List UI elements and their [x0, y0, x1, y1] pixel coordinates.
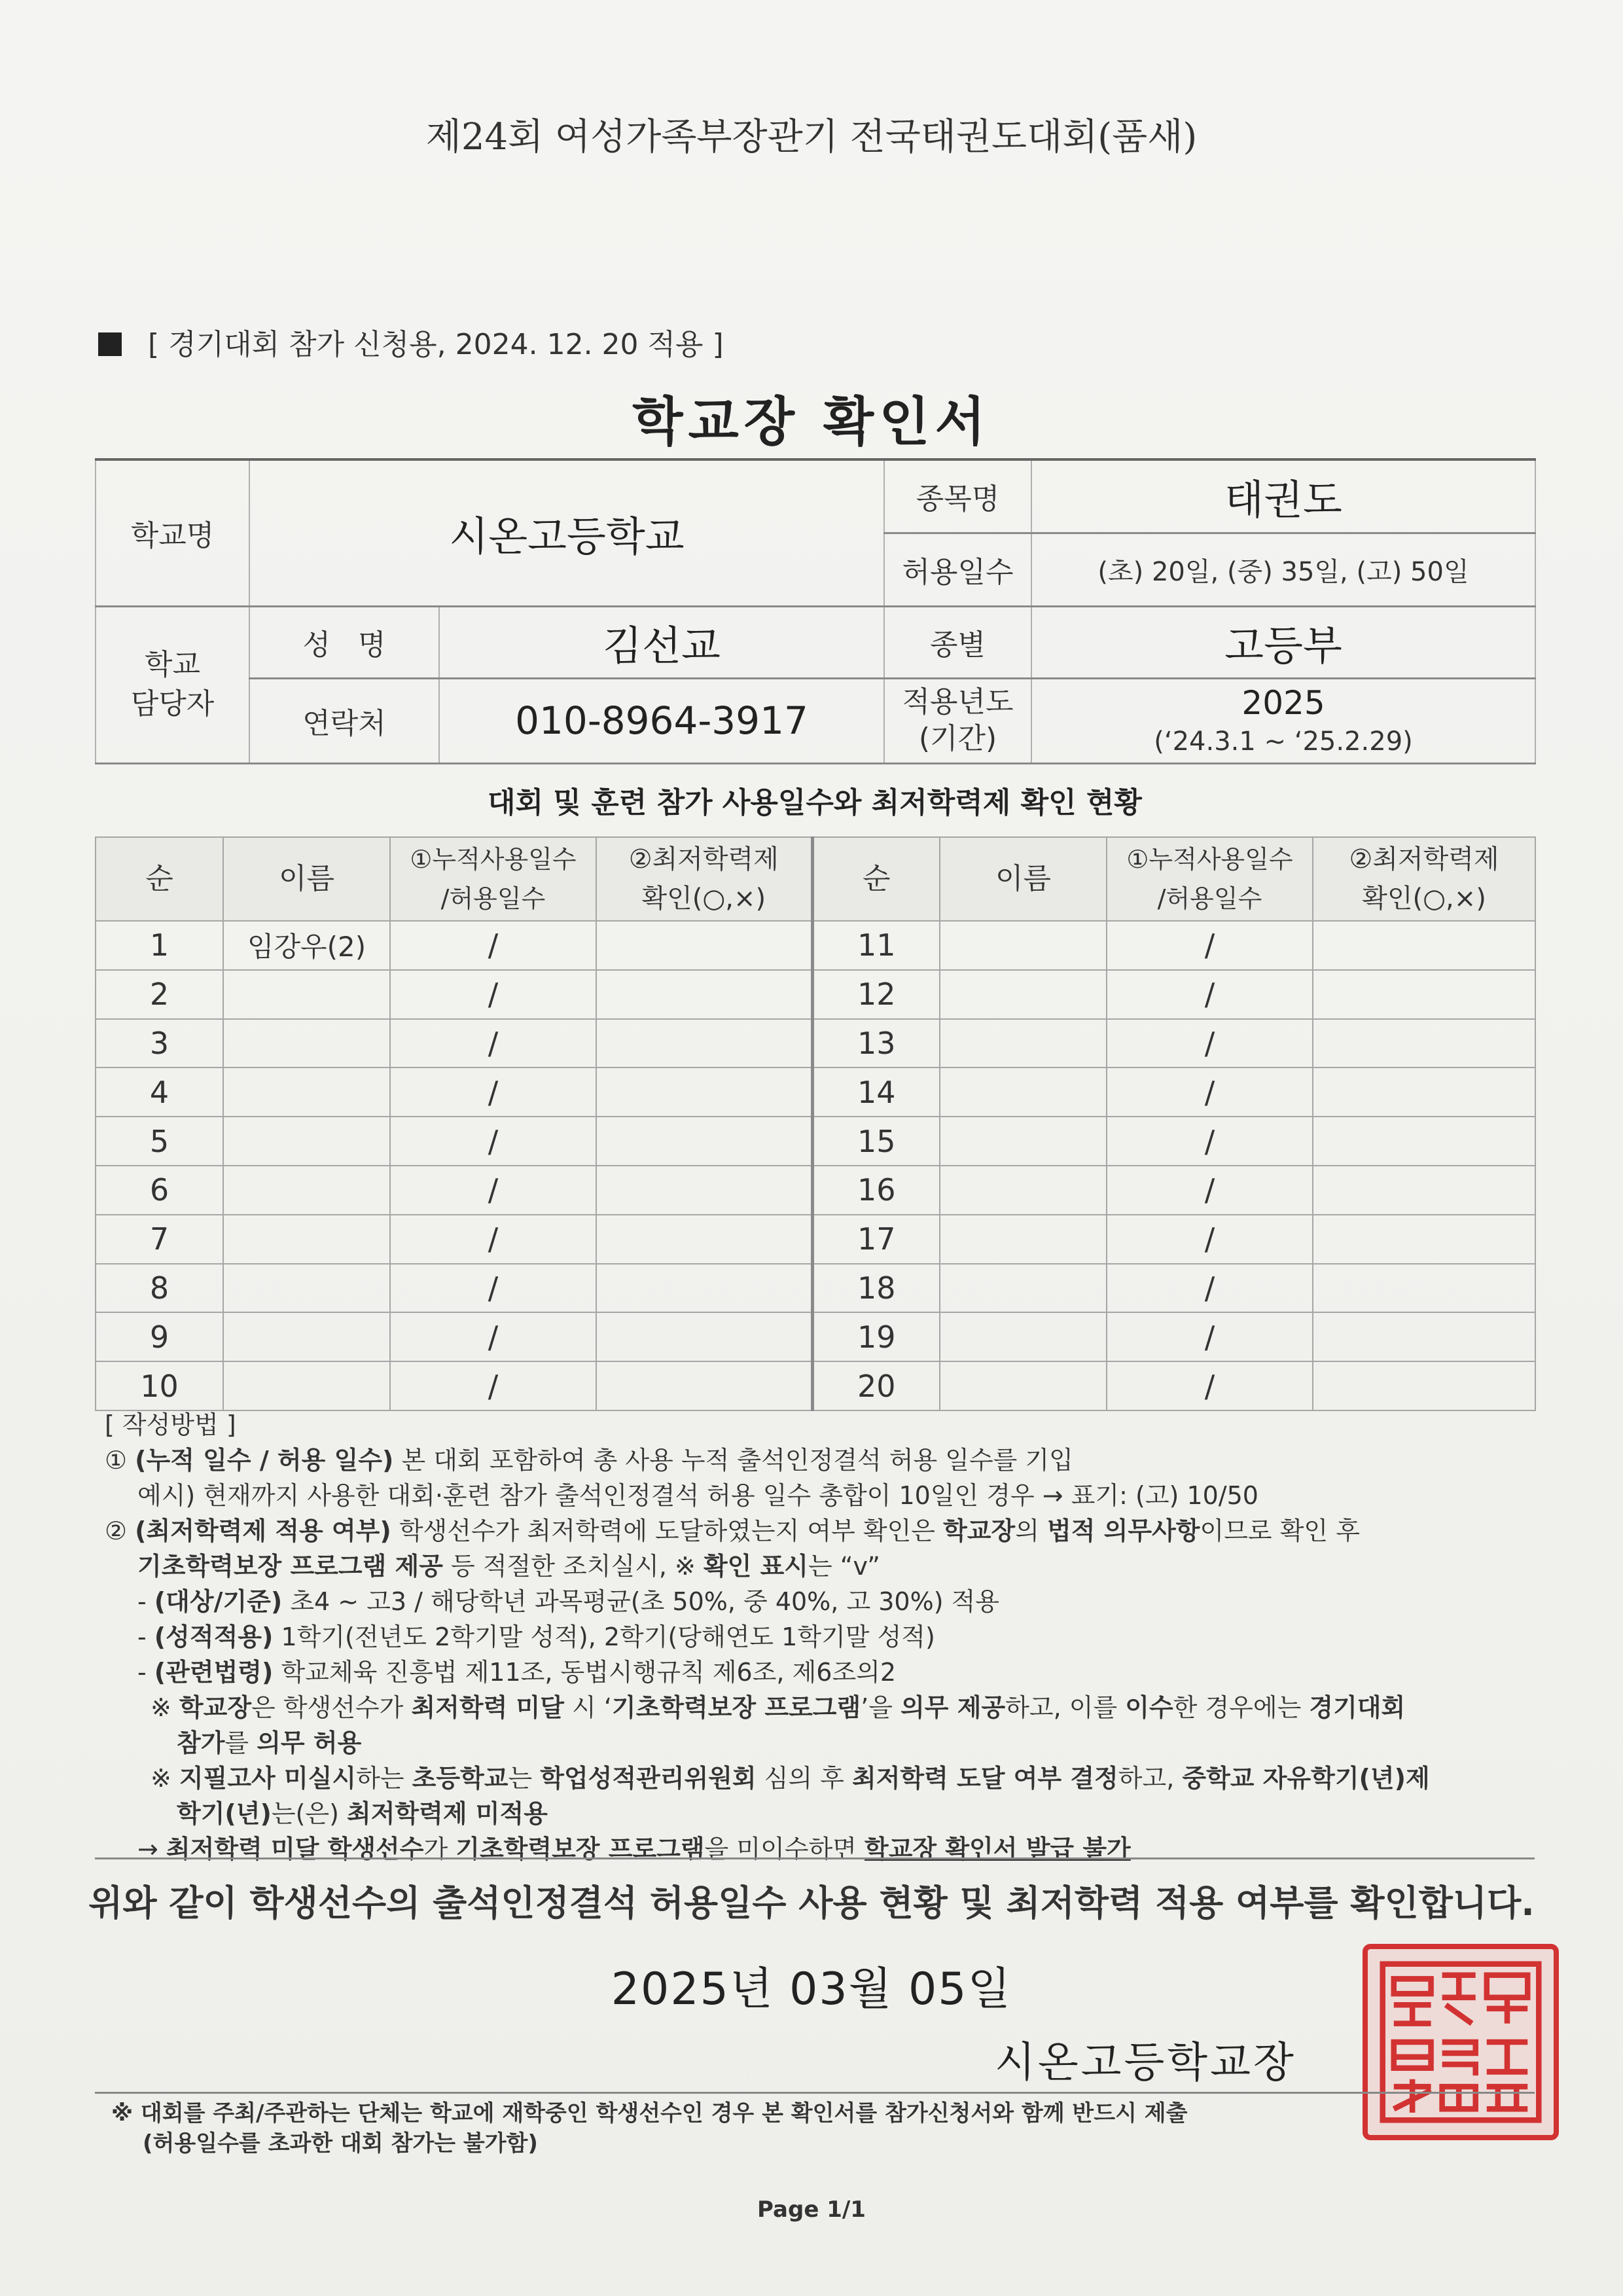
row-name	[940, 1117, 1107, 1166]
status-table-body	[96, 921, 1535, 1410]
row-name	[940, 1264, 1107, 1313]
instruction-line-1: ① (누적 일수 / 허용 일수) 본 대회 포함하여 총 사용 누적 출석인정결석 허용 일수를 기입	[105, 1446, 1073, 1475]
row-days: /	[1107, 1215, 1313, 1264]
page-number: Page 1/1	[757, 2197, 866, 2223]
instruction-line-3: ② (최저학력제 적용 여부) 학생선수가 최저학력에 도달하였는지 여부 확인은 학교장의 법적 의무사항이므로 확인 후	[105, 1516, 1360, 1545]
table-row	[96, 1361, 1535, 1410]
header-no: 순	[96, 837, 223, 921]
row-no: 14	[812, 1067, 940, 1117]
row-days: /	[390, 1264, 596, 1313]
sport-label: 종목명	[884, 459, 1031, 533]
school-info-table	[95, 458, 1536, 764]
allowed-days-label: 허용일수	[884, 533, 1031, 606]
row-check	[596, 1264, 812, 1313]
row-check	[1313, 1067, 1535, 1117]
row-days: /	[390, 970, 596, 1019]
header-no-2: 순	[812, 837, 940, 921]
row-no: 15	[812, 1117, 940, 1166]
instruction-line-8: ※ 학교장은 학생선수가 최저학력 미달 시 ‘기초학력보장 프로그램’을 의무 제공하고, 이를 이수한 경우에는 경기대회	[151, 1693, 1406, 1722]
manager-label: 학교 담당자	[96, 606, 249, 763]
row-days: /	[390, 1361, 596, 1410]
row-days: /	[1107, 1361, 1313, 1410]
row-no: 9	[96, 1312, 223, 1361]
row-name	[223, 1264, 390, 1313]
row-check	[596, 1117, 812, 1166]
row-days: /	[1107, 1312, 1313, 1361]
row-name	[223, 1312, 390, 1361]
period-value: (‘24.3.1 ~ ‘25.2.29)	[1154, 726, 1413, 757]
row-no: 18	[812, 1264, 940, 1313]
school-label: 학교명	[96, 459, 249, 606]
instruction-line-11: 학기(년)는(은) 최저학력제 미적용	[177, 1799, 548, 1828]
row-check	[1313, 1264, 1535, 1313]
instructions-title: [ 작성방법 ]	[105, 1410, 236, 1439]
header-days-2: ①누적사용일수 /허용일수	[1107, 837, 1313, 921]
division-value: 고등부	[1031, 606, 1535, 678]
instruction-line-12: → 최저학력 미달 학생선수가 기초학력보장 프로그램을 미이수하면 학교장 확인서 발급 불가	[137, 1835, 1131, 1863]
row-name	[223, 1019, 390, 1068]
instruction-line-2: 예시) 현재까지 사용한 대회·훈련 참가 출석인정결석 허용 일수 총합이 10일인 경우 → 표기: (고) 10/50	[137, 1481, 1258, 1510]
row-no: 20	[812, 1361, 940, 1410]
row-no: 4	[96, 1067, 223, 1117]
row-days: /	[1107, 1067, 1313, 1117]
row-check	[1313, 1166, 1535, 1215]
division-label: 종별	[884, 606, 1031, 678]
table-row	[96, 1019, 1535, 1068]
name-label: 성 명	[249, 606, 439, 678]
row-no: 16	[812, 1166, 940, 1215]
footnote-line-2: (허용일수를 초과한 대회 참가는 불가함)	[143, 2130, 538, 2157]
row-days: /	[390, 1067, 596, 1117]
status-title: 대회 및 훈련 참가 사용일수와 최저학력제 확인 현황	[488, 786, 1142, 819]
row-no: 10	[96, 1361, 223, 1410]
row-name	[223, 1067, 390, 1117]
table-row	[96, 921, 1535, 970]
row-name	[940, 1361, 1107, 1410]
row-days: /	[390, 1019, 596, 1068]
header-check: ②최저학력제 확인(○,×)	[596, 837, 812, 921]
instruction-line-10: ※ 지필고사 미실시하는 초등학교는 학업성적관리위원회 심의 후 최저학력 도달 여부 결정하고, 중학교 자유학기(년)제	[151, 1764, 1430, 1793]
row-check	[596, 921, 812, 970]
application-note	[98, 321, 724, 363]
contact-label: 연락처	[249, 678, 439, 763]
row-check	[1313, 1215, 1535, 1264]
row-no: 17	[812, 1215, 940, 1264]
year-value: 2025	[1241, 684, 1325, 722]
contact-value: 010-8964-3917	[439, 678, 884, 763]
row-no: 11	[812, 921, 940, 970]
row-check	[596, 1361, 812, 1410]
row-no: 13	[812, 1019, 940, 1068]
confirmation-statement: 위와 같이 학생선수의 출석인정결석 허용일수 사용 현황 및 최저학력 적용 여부를 확인합니다.	[88, 1882, 1535, 1924]
row-no: 5	[96, 1117, 223, 1166]
seal-icon	[1368, 1949, 1554, 2135]
table-row	[96, 1312, 1535, 1361]
row-name	[940, 1166, 1107, 1215]
header-name-2: 이름	[940, 837, 1107, 921]
row-days: /	[390, 1215, 596, 1264]
row-no: 6	[96, 1166, 223, 1215]
principal-signature: 시온고등학교장	[995, 2039, 1296, 2087]
row-name	[940, 970, 1107, 1019]
row-days: /	[1107, 1166, 1313, 1215]
row-name	[223, 970, 390, 1019]
allowed-days-value: (초) 20일, (중) 35일, (고) 50일	[1031, 533, 1535, 606]
row-days: /	[390, 921, 596, 970]
instruction-line-9: 참가를 의무 허용	[177, 1729, 362, 1757]
row-name	[223, 1215, 390, 1264]
instruction-line-7: - (관련법령) 학교체육 진흥법 제11조, 동법시행규칙 제6조, 제6조의2	[137, 1658, 897, 1687]
row-check	[596, 1312, 812, 1361]
row-name	[223, 1361, 390, 1410]
row-check	[596, 970, 812, 1019]
row-check	[1313, 921, 1535, 970]
application-note-text: [ 경기대회 참가 신청용, 2024. 12. 20 적용 ]	[148, 328, 724, 361]
divider-bottom	[95, 2092, 1535, 2094]
row-name	[940, 1215, 1107, 1264]
row-no: 3	[96, 1019, 223, 1068]
table-row	[96, 970, 1535, 1019]
status-table	[95, 836, 1536, 1411]
table-row	[96, 1117, 1535, 1166]
school-value: 시온고등학교	[249, 459, 884, 606]
official-seal-stamp	[1363, 1944, 1559, 2140]
row-name	[223, 1166, 390, 1215]
row-check	[1313, 1361, 1535, 1410]
divider-top	[95, 1857, 1535, 1859]
event-title: 제24회 여성가족부장관기 전국태권도대회(품새)	[425, 116, 1198, 158]
row-no: 2	[96, 970, 223, 1019]
row-check	[1313, 1312, 1535, 1361]
instruction-line-5: - (대상/기준) 초4 ~ 고3 / 해당학년 과목평균(초 50%, 중 40%, 고 30%) 적용	[137, 1587, 1000, 1616]
instructions	[105, 1407, 1531, 1867]
header-check-2: ②최저학력제 확인(○,×)	[1313, 837, 1535, 921]
row-days: /	[1107, 1264, 1313, 1313]
row-no: 8	[96, 1264, 223, 1313]
table-row	[96, 1067, 1535, 1117]
table-row	[96, 1215, 1535, 1264]
document-title: 학교장 확인서	[632, 391, 991, 452]
row-name: 임강우(2)	[223, 921, 390, 970]
row-days: /	[390, 1312, 596, 1361]
row-name	[223, 1117, 390, 1166]
row-name	[940, 1019, 1107, 1068]
row-days: /	[1107, 970, 1313, 1019]
black-square-bullet	[98, 332, 122, 356]
row-days: /	[390, 1166, 596, 1215]
row-check	[1313, 970, 1535, 1019]
year-label: 적용년도 (기간)	[884, 678, 1031, 763]
row-no: 7	[96, 1215, 223, 1264]
header-name: 이름	[223, 837, 390, 921]
row-name	[940, 1067, 1107, 1117]
issue-date: 2025년 03월 05일	[611, 1964, 1012, 2015]
footnote-line-1: ※ 대회를 주최/주관하는 단체는 학교에 재학중인 학생선수인 경우 본 확인서를 참가신청서와 함께 반드시 제출	[111, 2100, 1188, 2126]
row-check	[596, 1067, 812, 1117]
header-days: ①누적사용일수 /허용일수	[390, 837, 596, 921]
instruction-line-6: - (성적적용) 1학기(전년도 2학기말 성적), 2학기(당해연도 1학기말 성적)	[137, 1623, 935, 1651]
row-no: 19	[812, 1312, 940, 1361]
name-value: 김선교	[439, 606, 884, 678]
row-days: /	[1107, 1019, 1313, 1068]
table-row	[96, 1264, 1535, 1313]
row-days: /	[1107, 921, 1313, 970]
sport-value: 태권도	[1031, 459, 1535, 533]
row-days: /	[1107, 1117, 1313, 1166]
row-name	[940, 1312, 1107, 1361]
row-no: 1	[96, 921, 223, 970]
year-cell	[1031, 678, 1535, 763]
row-days: /	[390, 1117, 596, 1166]
table-row	[96, 1166, 1535, 1215]
row-check	[1313, 1019, 1535, 1068]
row-check	[596, 1215, 812, 1264]
row-no: 12	[812, 970, 940, 1019]
footnote	[111, 2098, 1187, 2159]
row-name	[940, 921, 1107, 970]
row-check	[596, 1166, 812, 1215]
row-check	[596, 1019, 812, 1068]
row-check	[1313, 1117, 1535, 1166]
instruction-line-4: 기초학력보장 프로그램 제공 등 적절한 조치실시, ※ 확인 표시는 “v”	[137, 1552, 880, 1581]
